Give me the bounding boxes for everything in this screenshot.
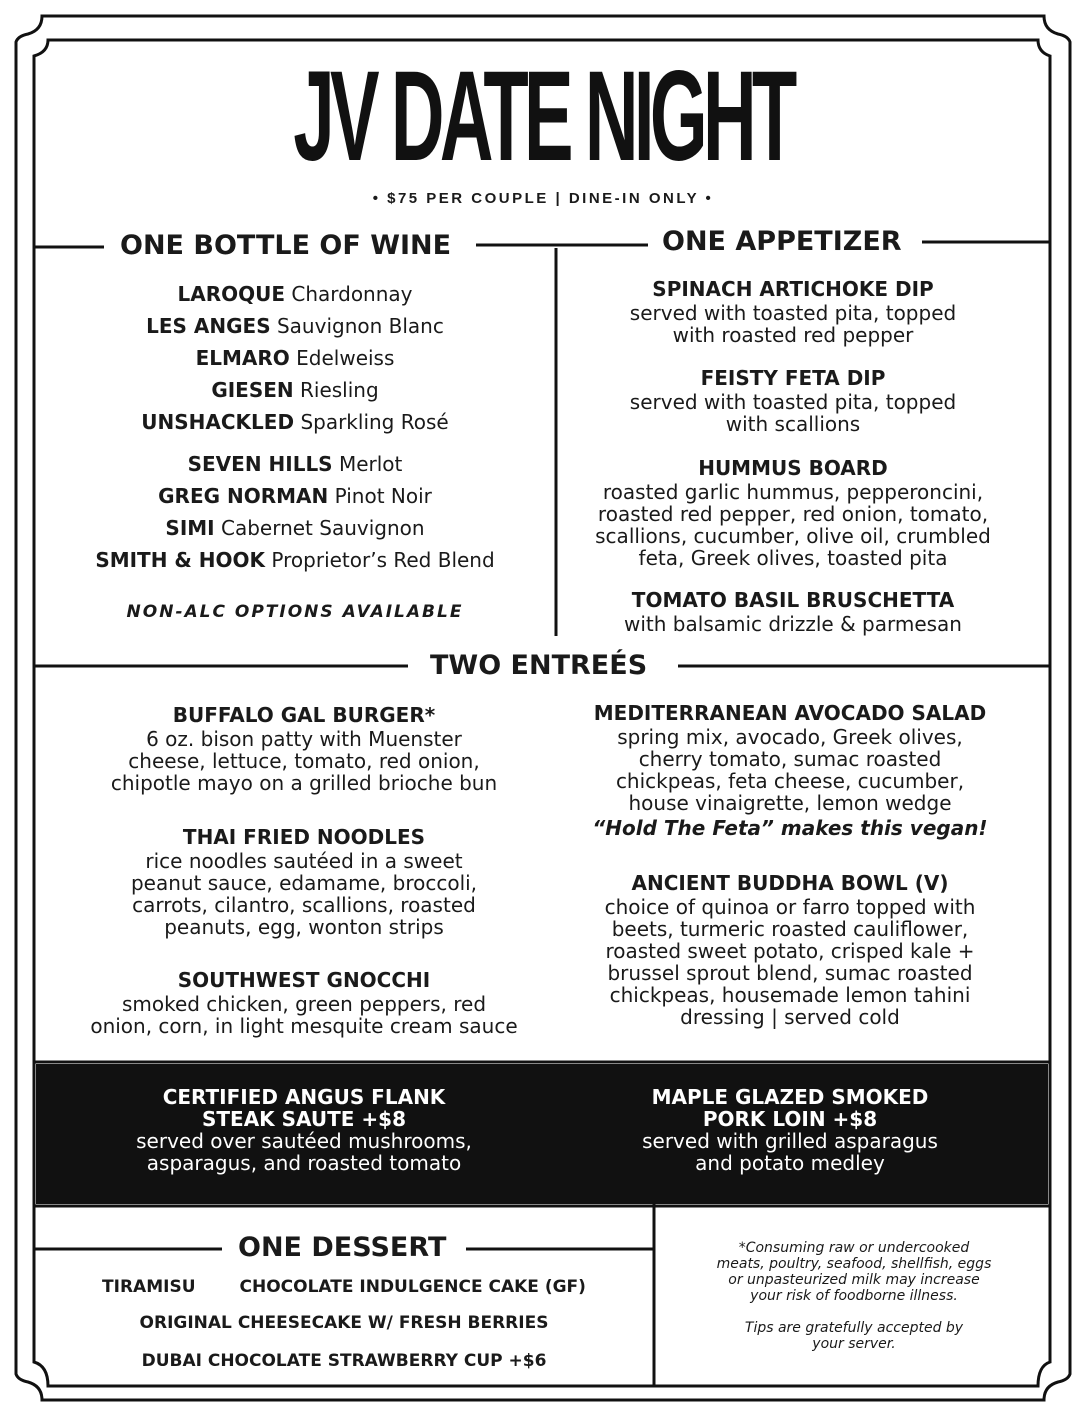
- wine-item: LAROQUE Chardonnay: [177, 282, 413, 306]
- premium-entrees-block: [36, 1064, 1048, 1204]
- dessert-item: DUBAI CHOCOLATE STRAWBERRY CUP +$6: [141, 1351, 547, 1371]
- appetizer-item: FEISTY FETA DIP served with toasted pita, topped with scallions: [629, 366, 957, 436]
- wine-item: UNSHACKLED Sparkling Rosé: [141, 410, 449, 434]
- wine-item: LES ANGES Sauvignon Blanc: [146, 314, 444, 338]
- wine-heading: ONE BOTTLE OF WINE: [106, 230, 465, 261]
- appetizer-item: SPINACH ARTICHOKE DIP served with toasted pita, topped with roasted red pepper: [629, 277, 957, 347]
- page-title: JV DATE NIGHT: [293, 45, 793, 188]
- dessert-heading: ONE DESSERT: [224, 1232, 460, 1263]
- premium-item: CERTIFIED ANGUS FLANK STEAK SAUTE +$8 served over sautéed mushrooms, asparagus, and roasted tomato: [136, 1085, 472, 1175]
- entree-item: SOUTHWEST GNOCCHI smoked chicken, green peppers, red onion, corn, in light mesquite cream sauce: [90, 968, 518, 1038]
- entree-item: BUFFALO GAL BURGER* 6 oz. bison patty with Muenster cheese, lettuce, tomato, red onion, chipotle mayo on a grilled brioche bun: [110, 703, 498, 795]
- appetizer-item: HUMMUS BOARD roasted garlic hummus, pepperoncini, roasted red pepper, red onion, tomato, scallions, cucumber, olive oil, crumbled feta, Greek olives, toasted pita: [595, 456, 991, 570]
- wine-item: GIESEN Riesling: [211, 378, 379, 402]
- foodborne-disclaimer: *Consuming raw or undercooked meats, poultry, seafood, shellfish, eggs or unpasteurized milk may increase your risk of foodborne illness.: [716, 1240, 992, 1304]
- wine-item: SMITH & HOOK Proprietor’s Red Blend: [95, 548, 495, 572]
- dessert-item: CHOCOLATE INDULGENCE CAKE (GF): [239, 1277, 586, 1297]
- wine-item: SEVEN HILLS Merlot: [187, 452, 403, 476]
- appetizer-item: TOMATO BASIL BRUSCHETTA with balsamic drizzle & parmesan: [624, 588, 962, 636]
- wine-list: [34, 280, 556, 578]
- entree-item: ANCIENT BUDDHA BOWL (V) choice of quinoa or farro topped with beets, turmeric roasted cauliflower, roasted sweet potato, crisped kale + brussel sprout blend, sumac roasted chickpeas, housemade lemon tahini dressing | served cold: [604, 871, 976, 1029]
- dessert-item: ORIGINAL CHEESECAKE W/ FRESH BERRIES: [139, 1313, 549, 1333]
- entree-item: THAI FRIED NOODLES rice noodles sautéed in a sweet peanut sauce, edamame, broccoli, carrots, cilantro, scallions, roasted peanuts, egg, wonton strips: [130, 825, 478, 939]
- page-subtitle: • $75 PER COUPLE | DINE-IN ONLY •: [372, 190, 714, 207]
- entrees-heading: TWO ENTREÉS: [416, 650, 661, 681]
- tips-note: Tips are gratefully accepted by your server.: [744, 1320, 964, 1352]
- dessert-item: TIRAMISU: [102, 1277, 196, 1297]
- wine-item: GREG NORMAN Pinot Noir: [158, 484, 432, 508]
- appetizer-heading: ONE APPETIZER: [648, 226, 916, 257]
- dessert-row: [36, 1277, 652, 1297]
- entree-item: MEDITERRANEAN AVOCADO SALAD spring mix, avocado, Greek olives, cherry tomato, sumac roasted chickpeas, feta cheese, cucumber, house vinaigrette, lemon wedge “Hold The Feta” makes this vegan!: [592, 701, 988, 840]
- non-alc-note: NON-ALC OPTIONS AVAILABLE: [126, 602, 464, 622]
- wine-item: SIMI Cabernet Sauvignon: [165, 516, 425, 540]
- premium-item: MAPLE GLAZED SMOKED PORK LOIN +$8 served with grilled asparagus and potato medley: [642, 1085, 938, 1175]
- wine-item: ELMARO Edelweiss: [195, 346, 395, 370]
